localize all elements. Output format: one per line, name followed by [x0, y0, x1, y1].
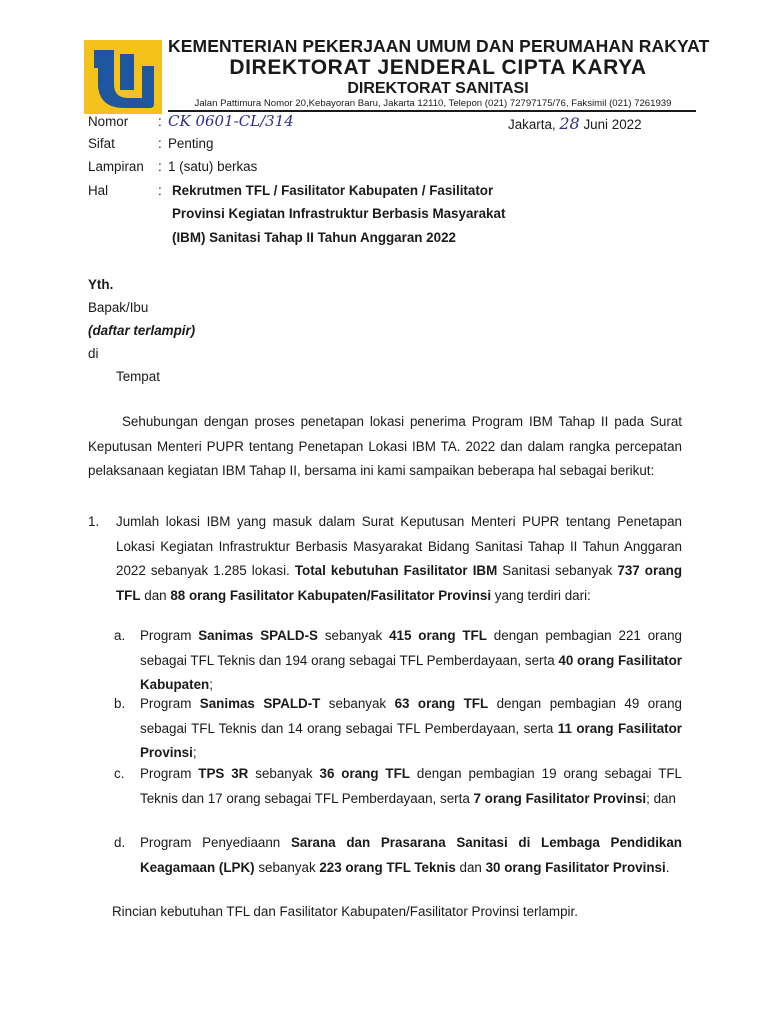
- sub-a-text: [140, 624, 682, 698]
- item-1-b2: 737 orang TFL: [116, 563, 683, 603]
- item-1-t1: Jumlah lokasi IBM yang masuk dalam Surat Keputusan Menteri PUPR tentang Penetapan Lokasi Kegiatan Infrastruktur Berbasis Masyarakat Bidang Sanitasi Tahap II Tahun Anggaran 2022 sebanyak 1.285 lokasi.: [116, 514, 682, 578]
- hal-line-2: Provinsi Kegiatan Infrastruktur Berbasis Masyarakat: [172, 206, 506, 221]
- sub-d-letter: d.: [114, 835, 126, 850]
- sub-b-t3: dengan pembagian 49 orang sebagai TFL Teknis dan 14 orang sebagai TFL Pemberdayaan, serta: [140, 696, 683, 736]
- sub-b-letter: b.: [114, 696, 126, 711]
- sifat-colon: :: [158, 136, 162, 151]
- sub-b-t1: Program: [140, 696, 200, 711]
- sifat-value: Penting: [168, 136, 214, 151]
- sub-c-t3: dengan pembagian 19 orang sebagai TFL Teknis dan 17 orang sebagai TFL Pemberdayaan, serta: [140, 766, 682, 806]
- hal-label: Hal: [88, 183, 109, 198]
- meta-row-sifat: [0, 136, 768, 156]
- sub-c-text: [140, 762, 682, 811]
- nomor-colon: :: [158, 114, 162, 129]
- sub-a-b1: Sanimas SPALD-S: [198, 628, 318, 643]
- sub-b-t4: ;: [192, 745, 197, 760]
- directorate-name: DIREKTORAT SANITASI: [347, 80, 529, 97]
- sub-a-b2: 415 orang TFL: [389, 628, 487, 643]
- sub-a-b3: 40 orang Fasilitator Kabupaten: [140, 652, 682, 692]
- addressee-bapak-ibu: Bapak/Ibu: [88, 300, 149, 315]
- sub-d-t4: .: [665, 859, 670, 875]
- intro-text: Sehubungan dengan proses penetapan lokasi penerima Program IBM Tahap II pada Surat Keputusan Menteri PUPR tentang Penetapan Lokasi IBM TA. 2022 dan dalam rangka percepatan pelaksanaan kegiatan IBM Tahap II, bersama ini kami sampaikan beberapa hal sebagai berikut:: [88, 414, 682, 478]
- hal-colon: :: [158, 183, 162, 198]
- sub-c-b3: 7 orang Fasilitator Provinsi: [473, 790, 647, 806]
- intro-paragraph: [88, 410, 682, 484]
- directorate-general-name: DIREKTORAT JENDERAL CIPTA KARYA: [229, 56, 647, 79]
- sub-d-t3: dan: [455, 859, 486, 875]
- sub-b-b2: 63 orang TFL: [394, 696, 489, 711]
- item-1-b1: Total kebutuhan Fasilitator IBM: [294, 563, 498, 578]
- addressee-di: di: [88, 346, 99, 361]
- lampiran-value: 1 (satu) berkas: [168, 159, 258, 174]
- item-1-t2: Sanitasi sebanyak: [497, 563, 618, 578]
- item-1-text: [116, 510, 682, 608]
- lampiran-label: Lampiran: [88, 159, 144, 174]
- sub-d-t2: sebanyak: [254, 859, 320, 875]
- sub-c-t1: Program: [140, 766, 199, 781]
- hal-line-3: (IBM) Sanitasi Tahap II Tahun Anggaran 2022: [172, 230, 456, 245]
- nomor-value: CK 0601-CL/314: [168, 112, 294, 130]
- sub-c-t4: ; dan: [646, 790, 676, 806]
- nomor-label: Nomor: [88, 114, 129, 129]
- sub-a-letter: a.: [114, 628, 126, 643]
- sub-a-t4: ;: [209, 677, 213, 692]
- sub-c-t2: sebanyak: [248, 766, 320, 781]
- sub-d-t1: Program Penyediaann: [140, 835, 291, 850]
- closing-line: Rincian kebutuhan TFL dan Fasilitator Kabupaten/Fasilitator Provinsi terlampir.: [112, 904, 578, 919]
- item-1-number: 1.: [88, 514, 100, 529]
- sub-c-b2: 36 orang TFL: [319, 766, 410, 781]
- sifat-label: Sifat: [88, 136, 115, 151]
- hal-line-1: Rekrutmen TFL / Fasilitator Kabupaten / Fasilitator: [172, 183, 494, 198]
- letterhead-address: Jalan Pattimura Nomor 20,Kebayoran Baru, Jakarta 12110, Telepon (021) 72797175/76, Faksimil (021) 7261939: [194, 98, 672, 109]
- sub-d-text: [140, 831, 682, 880]
- addressee-yth: Yth.: [88, 277, 114, 292]
- pupr-logo: [84, 40, 162, 114]
- sub-a-t3: dengan pembagian 221 orang sebagai TFL Teknis dan 194 orang sebagai TFL Pemberdayaan, serta: [140, 628, 682, 668]
- sub-c-b1: TPS 3R: [198, 766, 249, 781]
- sub-b-text: [140, 692, 682, 766]
- sub-d-b3: 30 orang Fasilitator Provinsi: [485, 859, 666, 875]
- place-date: [508, 114, 642, 133]
- item-1-b3: 88 orang Fasilitator Kabupaten/Fasilitator Provinsi: [170, 587, 492, 603]
- sub-d-b2: 223 orang TFL Teknis: [319, 859, 456, 875]
- meta-row-lampiran: [0, 159, 768, 179]
- lampiran-colon: :: [158, 159, 162, 174]
- item-1-t4: yang terdiri dari:: [491, 587, 591, 603]
- sub-d-b1: Sarana dan Prasarana Sanitasi di Lembaga Pendidikan Keagamaan (LPK): [140, 835, 682, 875]
- item-1-t3: dan: [140, 587, 171, 603]
- sub-a-t2: sebanyak: [317, 628, 390, 643]
- place: Jakarta,: [508, 117, 556, 132]
- day-handwritten: 28: [559, 114, 580, 133]
- sub-c-letter: c.: [114, 766, 125, 781]
- sub-b-b1: Sanimas SPALD-T: [199, 696, 321, 711]
- ministry-name: KEMENTERIAN PEKERJAAN UMUM DAN PERUMAHAN RAKYAT: [168, 36, 710, 56]
- sub-b-t2: sebanyak: [320, 696, 395, 711]
- sub-b-b3: 11 orang Fasilitator Provinsi: [140, 720, 682, 760]
- sub-a-t1: Program: [140, 628, 199, 643]
- month-year: Juni 2022: [583, 117, 642, 132]
- addressee-tempat: Tempat: [116, 369, 160, 384]
- meta-row-nomor: [0, 114, 768, 134]
- addressee-daftar: (daftar terlampir): [88, 323, 196, 338]
